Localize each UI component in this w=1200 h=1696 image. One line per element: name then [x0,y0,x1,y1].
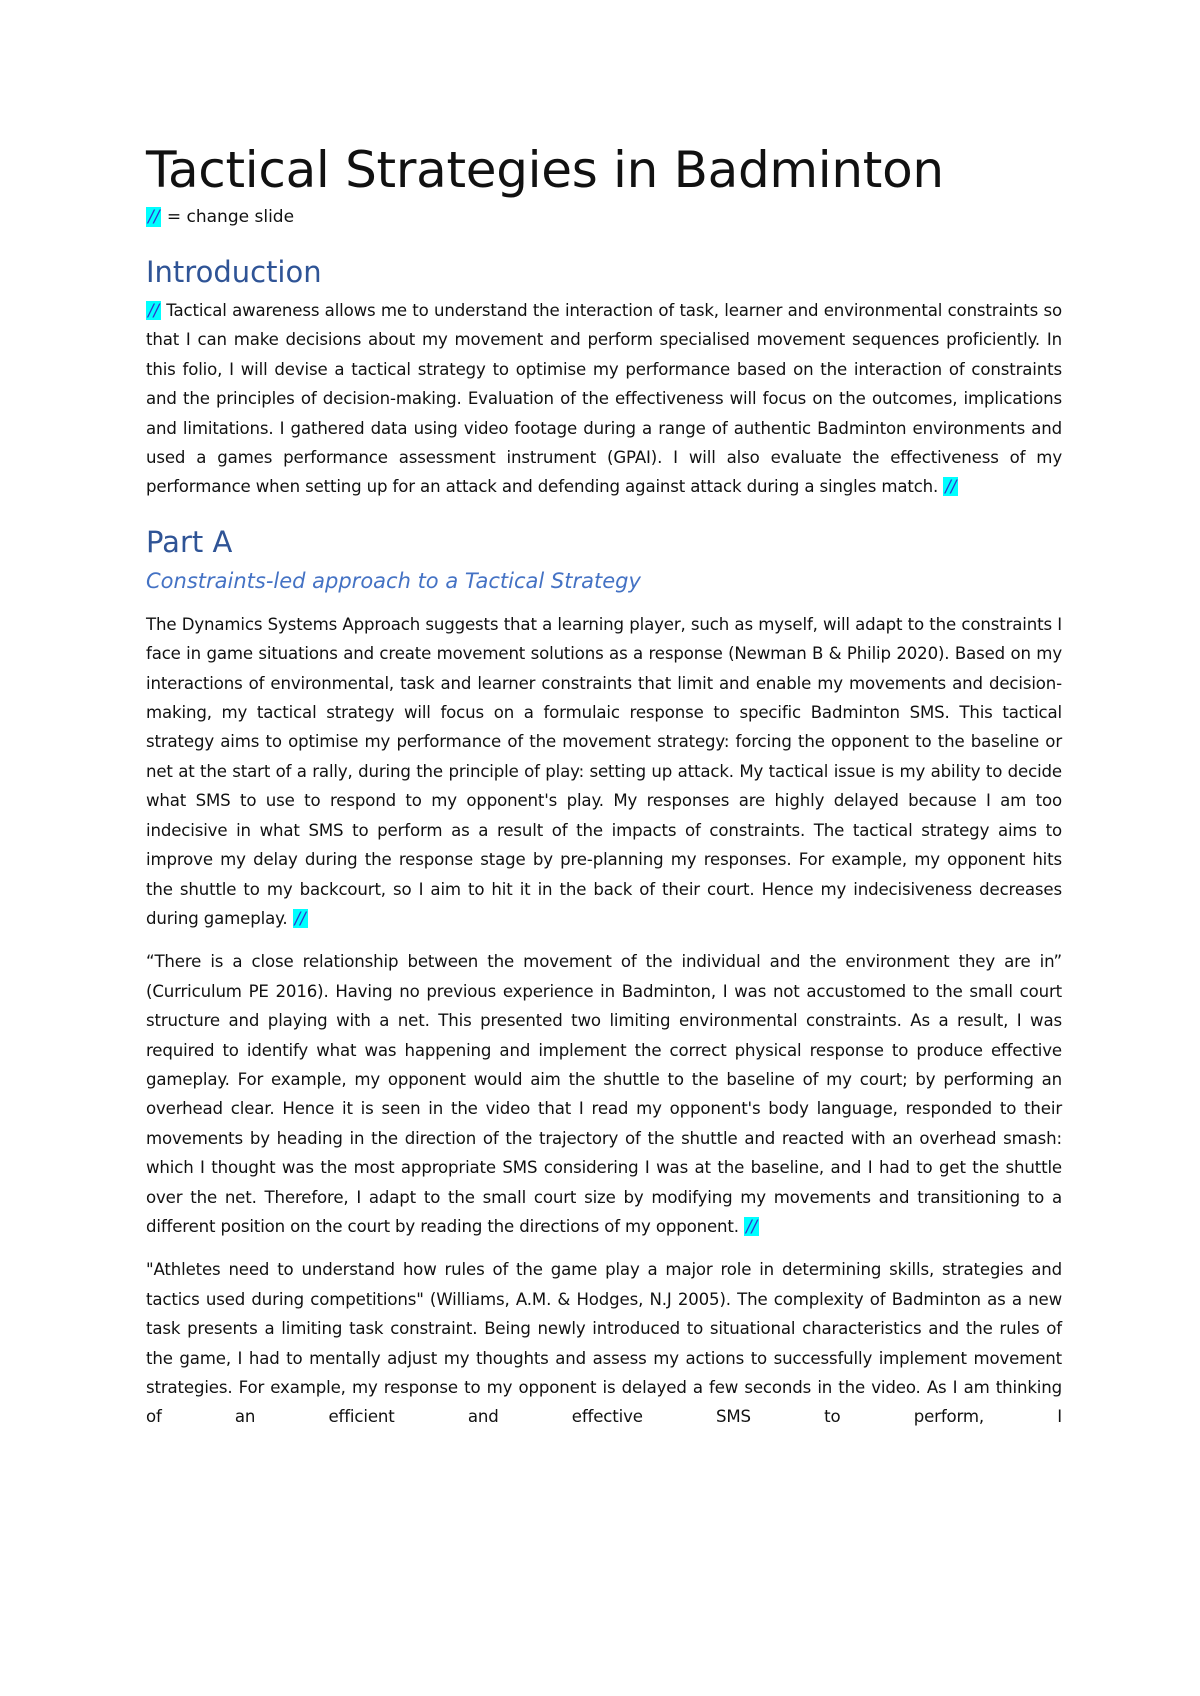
slide-marker: // [148,301,159,320]
part-a-paragraph-1-text: The Dynamics Systems Approach suggests that a learning player, such as myself, will adapt to the constraints I face in game situations and create movement solutions as a response (Newman B & Philip 2020). Based on my interactions of environmental, task and learner constraints that limit and enable my movements and decision-making, my tactical strategy will focus on a formulaic response to specific Badminton SMS. This tactical strategy aims to optimise my performance of the movement strategy: forcing the opponent to the baseline or net at the start of a rally, during the principle of play: setting up attack. My tactical issue is my ability to decide what SMS to use to respond to my opponent's play. My responses are highly delayed because I am too indecisive in what SMS to perform as a result of the impacts of constraints. The tactical strategy aims to improve my delay during the response stage by pre-planning my responses. For example, my opponent hits the shuttle to my backcourt, so I aim to hit it in the back of their court. Hence my indecisiveness decreases during gameplay. [146,614,1062,928]
slide-marker: // [746,1216,757,1236]
legend-text: = change slide [161,207,295,227]
part-a-subheading: Constraints-led approach to a Tactical Strategy [146,568,641,593]
introduction-paragraph [146,296,1062,502]
part-a-paragraph-3 [146,1255,1062,1431]
introduction-heading: Introduction [146,255,322,289]
part-a-paragraph-2 [146,947,1062,1241]
part-a-paragraph-1 [146,610,1062,933]
document-title: Tactical Strategies in Badminton [146,141,944,199]
slide-marker: // [945,477,957,497]
slide-marker: // [294,908,306,928]
introduction-text: Tactical awareness allows me to understand the interaction of task, learner and environmental constraints so that I can make decisions about my movement and perform specialised movement sequences proficiently. In this folio, I will devise a tactical strategy to optimise my performance based on the interaction of constraints and the principles of decision-making. Evaluation of the effectiveness will focus on the outcomes, implications and limitations. I gathered data using video footage during a range of authentic Badminton environments and used a games performance assessment instrument (GPAI). I will also evaluate the effectiveness of my performance when setting up for an attack and defending against attack during a singles match. [146,301,1062,497]
part-a-heading: Part A [146,524,233,559]
part-a-paragraph-2-text: “There is a close relationship between the movement of the individual and the environment they are in” (Curriculum PE 2016). Having no previous experience in Badminton, I was not accustomed to the small court structure and playing with a net. This presented two limiting environmental constraints. As a result, I was required to identify what was happening and implement the correct physical response to produce effective gameplay. For example, my opponent would aim the shuttle to the baseline of my court; by performing an overhead clear. Hence it is seen in the video that I read my opponent's body language, responded to their movements by heading in the direction of the trajectory of the shuttle and reacted with an overhead smash: which I thought was the most appropriate SMS considering I was at the baseline, and I had to get the shuttle over the net. Therefore, I adapt to the small court size by modifying my movements and transitioning to a different position on the court by reading the directions of my opponent. [146,952,1062,1236]
slide-legend [146,204,1062,230]
slide-marker: // [148,207,160,227]
part-a-paragraph-3-text: "Athletes need to understand how rules of the game play a major role in determining skills, strategies and tactics used during competitions" (Williams, A.M. & Hodges, N.J 2005). The complexity of Badminton as a new task presents a limiting task constraint. Being newly introduced to situational characteristics and the rules of the game, I had to mentally adjust my thoughts and assess my actions to successfully implement movement strategies. For example, my response to my opponent is delayed a few seconds in the video. As I am thinking of an efficient and effective SMS to perform, I [146,1260,1062,1427]
